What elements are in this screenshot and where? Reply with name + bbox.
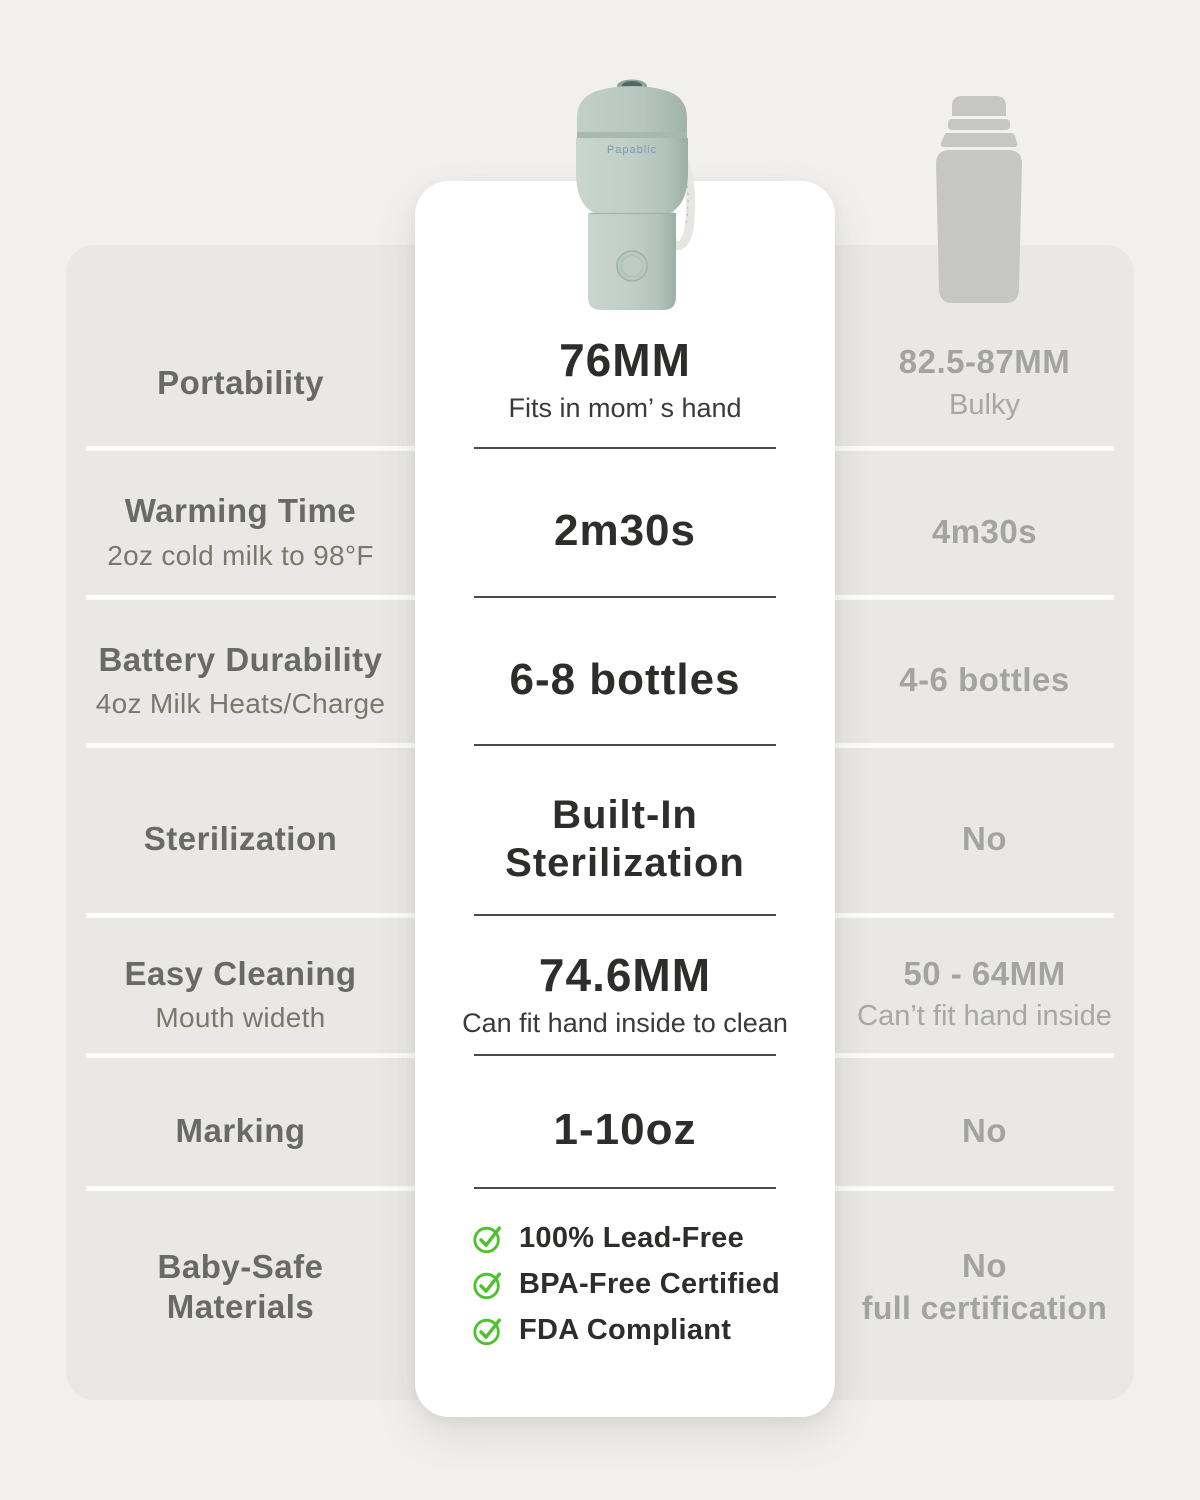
feature-title: Warming Time	[124, 492, 357, 530]
product-cell-battery-durability	[415, 597, 835, 745]
product-note: Fits in mom’ s hand	[508, 393, 742, 424]
thermos-cap-top	[952, 96, 1006, 116]
feature-row-portability	[66, 245, 415, 448]
feature-row-battery-durability	[66, 597, 415, 745]
competitor-cell-warming-time	[835, 448, 1134, 597]
competitor-value: 4-6 bottles	[899, 661, 1070, 699]
competitor-cell-sterilization	[835, 745, 1134, 915]
product-note: Can fit hand inside to clean	[462, 1008, 788, 1039]
product-value: 6-8 bottles	[509, 654, 741, 704]
check-circle-icon	[472, 1269, 504, 1301]
competitor-value: 50 - 64MM	[903, 954, 1066, 992]
checklist-item	[472, 1314, 731, 1347]
feature-row-sterilization	[66, 745, 415, 915]
feature-title: Battery Durability	[98, 640, 383, 678]
thermos-cap-ring	[948, 119, 1010, 130]
competitor-note: full certification	[861, 1289, 1108, 1326]
product-value: 76MM	[559, 333, 691, 386]
feature-title: Sterilization	[143, 820, 338, 858]
product-photo-milk-warmer	[552, 76, 712, 316]
checklist-item	[472, 1222, 744, 1255]
product-value: 2m30s	[553, 506, 696, 556]
feature-title: Baby-Safe Materials	[157, 1248, 324, 1325]
feature-subtitle: 2oz cold milk to 98°F	[107, 539, 374, 571]
product-cell-portability	[415, 310, 835, 448]
competitor-cell-baby-safe-materials	[835, 1188, 1134, 1400]
checklist-item	[472, 1268, 780, 1301]
product-value: Built-In Sterilization	[505, 793, 745, 885]
thermos-body	[936, 150, 1022, 303]
product-cell-easy-cleaning	[415, 915, 835, 1055]
feature-row-warming-time	[66, 448, 415, 597]
competitor-bottle-silhouette	[920, 94, 1050, 306]
product-value: 1-10oz	[553, 1105, 697, 1155]
competitor-note: Can’t fit hand inside	[857, 1000, 1112, 1033]
competitor-value: No	[962, 1111, 1007, 1149]
competitor-cell-battery-durability	[835, 597, 1134, 745]
feature-subtitle: 4oz Milk Heats/Charge	[95, 688, 386, 720]
feature-subtitle: Mouth wideth	[155, 1002, 326, 1034]
thermos-cap-base	[941, 133, 1017, 147]
lid-rim	[577, 132, 687, 138]
competitor-value: 82.5-87MM	[898, 343, 1071, 381]
competitor-value: No	[962, 1247, 1007, 1285]
power-button-inner	[622, 256, 643, 277]
brand-logo: Papablic	[606, 144, 658, 156]
competitor-value: No	[962, 820, 1007, 858]
feature-title: Portability	[157, 363, 324, 401]
checklist-label: FDA Compliant	[519, 1314, 732, 1346]
warmer-lid	[577, 86, 687, 134]
competitor-value: 4m30s	[931, 512, 1038, 550]
feature-row-baby-safe-materials	[66, 1188, 415, 1400]
competitor-cell-marking	[835, 1055, 1134, 1188]
feature-title: Marking	[175, 1111, 306, 1149]
checklist-label: BPA-Free Certified	[519, 1268, 781, 1300]
competitor-cell-easy-cleaning	[835, 915, 1134, 1055]
product-cell-warming-time	[415, 448, 835, 597]
product-value: 74.6MM	[538, 948, 712, 1001]
checklist-label: 100% Lead-Free	[519, 1222, 745, 1254]
product-cell-marking	[415, 1055, 835, 1188]
feature-row-marking	[66, 1055, 415, 1188]
product-cell-sterilization	[415, 745, 835, 915]
certification-checklist	[472, 1222, 780, 1347]
feature-row-easy-cleaning	[66, 915, 415, 1055]
check-circle-icon	[472, 1315, 504, 1347]
feature-title: Easy Cleaning	[124, 954, 357, 992]
product-cell-baby-safe-materials	[415, 1188, 835, 1395]
competitor-note: Bulky	[949, 388, 1020, 421]
check-circle-icon	[472, 1223, 504, 1255]
